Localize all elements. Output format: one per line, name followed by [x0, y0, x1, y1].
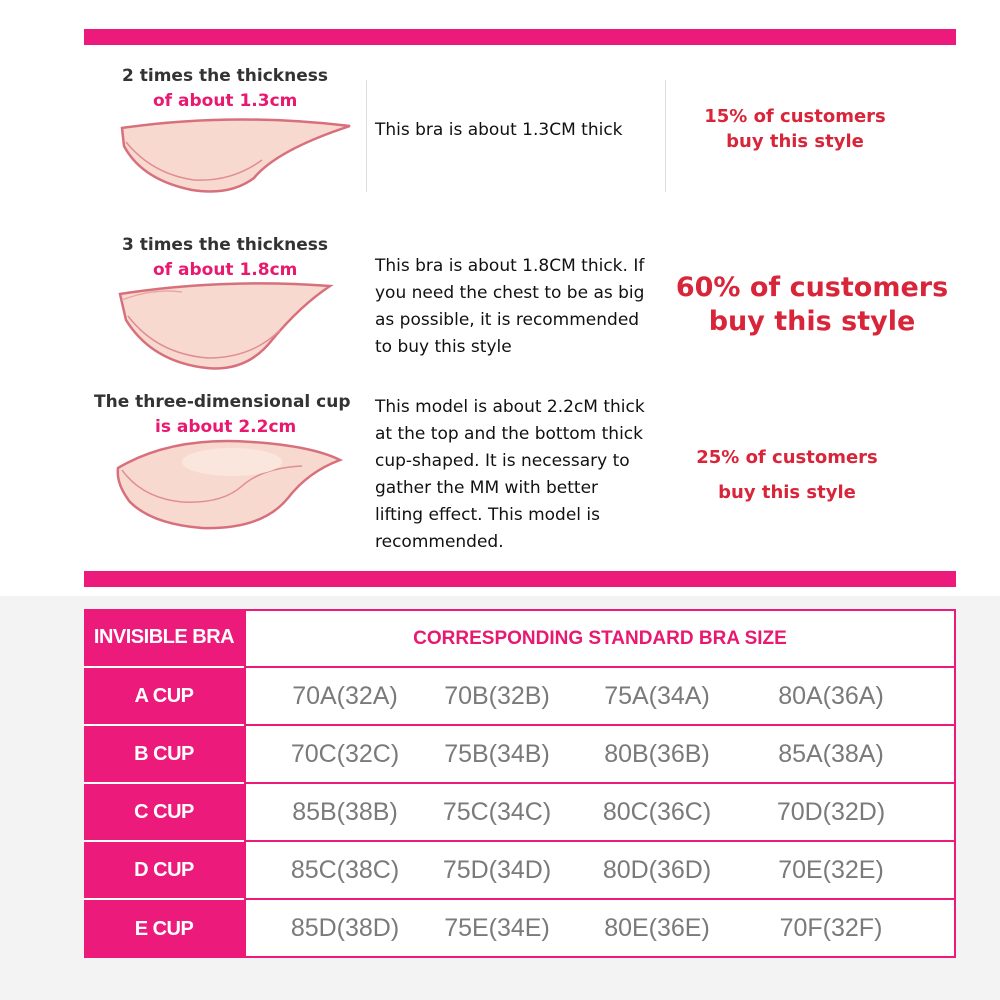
description-line: recommended. [375, 532, 504, 552]
customer-share-line: 15% of customers [704, 106, 886, 127]
size-cell: 70A(32A) [292, 681, 398, 710]
size-cell: 75D(34D) [442, 855, 552, 884]
customer-share-line: buy this style [708, 306, 916, 337]
description-line: This bra is about 1.3CM thick [375, 120, 623, 140]
row-label-c-cup: C CUP [84, 784, 244, 842]
description-line: cup-shaped. It is necessary to [375, 451, 630, 471]
size-cell: 75E(34E) [444, 913, 550, 942]
size-cell: 80B(36B) [604, 739, 710, 768]
row-label-a-cup: A CUP [84, 668, 244, 726]
size-cell: 75A(34A) [604, 681, 710, 710]
description-line: as possible, it is recommended [375, 310, 640, 330]
description [375, 394, 645, 556]
size-cell: 85A(38A) [778, 739, 884, 768]
size-cell: 80C(36C) [602, 797, 712, 826]
header-invisible-bra: INVISIBLE BRA [84, 609, 244, 668]
description-line: This bra is about 1.8CM thick. If [375, 256, 645, 276]
caption-line-1: 2 times the thickness [122, 66, 328, 86]
description-line: This model is about 2.2cM thick [375, 397, 645, 417]
size-table [84, 609, 956, 958]
size-cell: 85D(38D) [290, 913, 400, 942]
size-cell: 70C(32C) [290, 739, 400, 768]
customer-share-line: 60% of customers [675, 272, 949, 303]
table-row [244, 900, 956, 958]
row-label-e-cup: E CUP [84, 900, 244, 958]
caption-line-2: of about 1.8cm [153, 260, 298, 280]
header-standard-size: CORRESPONDING STANDARD BRA SIZE [244, 609, 956, 668]
customer-share-line: buy this style [718, 482, 856, 503]
table-row [244, 784, 956, 842]
customer-share [672, 440, 902, 510]
table-row [244, 726, 956, 784]
customer-share-line: buy this style [726, 131, 864, 152]
size-cell: 85C(38C) [290, 855, 400, 884]
size-cell: 70F(32F) [779, 913, 883, 942]
table-row [244, 842, 956, 900]
size-cell: 75C(34C) [442, 797, 552, 826]
size-cell: 80A(36A) [778, 681, 884, 710]
middle-divider-bar [84, 571, 956, 587]
row-label-d-cup: D CUP [84, 842, 244, 900]
caption-line-2: is about 2.2cm [155, 417, 297, 437]
description-line: you need the chest to be as big [375, 283, 645, 303]
description-line: gather the MM with better [375, 478, 599, 498]
description-line: to buy this style [375, 337, 512, 357]
size-cell: 75B(34B) [444, 739, 550, 768]
size-cell: 70B(32B) [444, 681, 550, 710]
size-cell: 80D(36D) [602, 855, 712, 884]
size-cell: 70D(32D) [776, 797, 886, 826]
size-cell: 85B(38B) [292, 797, 398, 826]
size-cell: 80E(36E) [604, 913, 710, 942]
pad-3d-image [112, 432, 347, 534]
description-line: lifting effect. This model is [375, 505, 601, 525]
caption-line-1: 3 times the thickness [122, 235, 328, 255]
description-line: at the top and the bottom thick [375, 424, 643, 444]
row-label-b-cup: B CUP [84, 726, 244, 784]
caption-line-1: The three-dimensional cup [94, 392, 351, 412]
caption-line-2: of about 1.3cm [153, 91, 298, 111]
table-row [244, 668, 956, 726]
size-cell: 70E(32E) [778, 855, 884, 884]
customer-share-line: 25% of customers [696, 447, 878, 468]
